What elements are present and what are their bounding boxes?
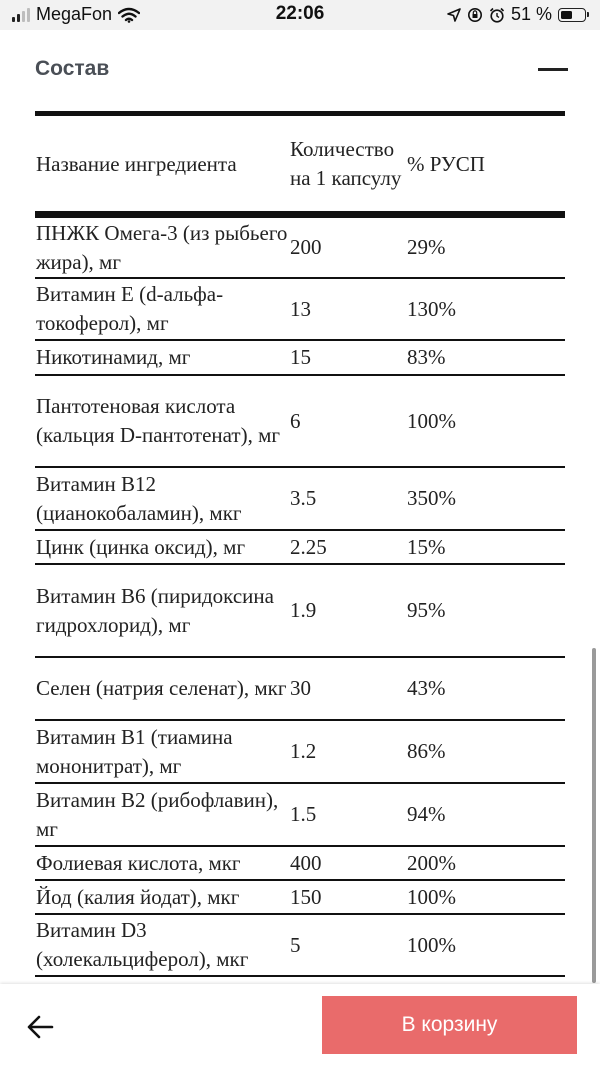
cell-percent: 200%	[407, 850, 456, 875]
cell-percent: 100%	[407, 884, 456, 909]
cell-ingredient: Цинк (цинка оксид), мг	[36, 534, 246, 559]
cell-percent: 86%	[407, 739, 446, 763]
alarm-icon	[489, 7, 505, 23]
table-header	[35, 111, 565, 218]
cell-amount: 200	[290, 235, 322, 259]
cell-percent: 100%	[407, 408, 456, 433]
arrow-left-icon	[22, 1009, 58, 1045]
back-button[interactable]	[22, 1009, 58, 1045]
battery-fill	[561, 11, 572, 19]
cell-percent: 29%	[407, 235, 446, 259]
table-row	[35, 784, 565, 847]
ingredients-table	[35, 111, 565, 977]
cell-amount: 15	[290, 345, 311, 369]
cell-percent: 100%	[407, 932, 456, 957]
cell-amount: 2.25	[290, 534, 327, 559]
cell-percent: 95%	[407, 598, 446, 622]
location-icon	[447, 8, 461, 22]
battery-icon	[558, 8, 586, 22]
header-percent: % РУСП	[407, 151, 485, 176]
status-bar	[0, 0, 600, 30]
collapse-minus-button[interactable]	[538, 58, 568, 80]
table-row	[35, 565, 565, 658]
cell-ingredient: Витамин B2 (рибофлавин), мг	[36, 787, 279, 841]
cell-amount: 30	[290, 676, 311, 700]
cell-ingredient: Витамин D3 (холекальциферол), мкг	[36, 918, 249, 971]
table-row	[35, 279, 565, 341]
cell-percent: 94%	[407, 802, 446, 826]
cell-amount: 1.9	[290, 598, 317, 622]
cell-amount: 1.5	[290, 802, 317, 826]
add-to-cart-button[interactable]: В корзину	[322, 996, 577, 1054]
cell-ingredient: Витамин B6 (пиридоксина гидрохлорид), мг	[36, 583, 274, 637]
cell-percent: 130%	[407, 296, 456, 321]
cell-amount: 13	[290, 296, 311, 321]
table-row	[35, 468, 565, 531]
header-ingredient-name: Название ингредиента	[36, 151, 237, 176]
cell-ingredient: Витамин B1 (тиамина мононитрат), мг	[36, 724, 233, 778]
cell-ingredient: Фолиевая кислота, мкг	[36, 850, 241, 875]
cell-ingredient: ПНЖК Омега-3 (из рыбьего жира), мг	[36, 220, 288, 274]
table-row	[35, 721, 565, 784]
table-row	[35, 915, 565, 977]
cell-amount: 3.5	[290, 486, 317, 510]
cell-ingredient: Витамин E (d-альфа-токоферол), мг	[36, 282, 224, 335]
table-row	[35, 658, 565, 721]
scroll-indicator[interactable]	[592, 648, 596, 983]
table-row	[35, 218, 565, 279]
bottom-bar	[0, 984, 600, 1066]
carrier-name: MegaFon	[36, 4, 113, 24]
cell-amount: 150	[290, 884, 322, 909]
lock-rotation-icon	[467, 7, 483, 23]
cell-percent: 350%	[407, 486, 456, 510]
table-row	[35, 531, 565, 565]
cell-percent: 83%	[407, 345, 446, 369]
cell-ingredient: Никотинамид, мг	[36, 345, 191, 369]
cell-percent: 15%	[407, 534, 446, 559]
cell-ingredient: Витамин B12 (цианокобаламин), мкг	[36, 471, 242, 525]
table-row	[35, 847, 565, 881]
cell-percent: 43%	[407, 676, 446, 700]
cell-amount: 6	[290, 408, 301, 433]
header-amount: Количество на 1 капсулу	[290, 137, 402, 190]
table-row	[35, 881, 565, 915]
cell-ingredient: Пантотеновая кислота (кальция D-пантотенат), мг	[36, 394, 280, 447]
status-time: 22:06	[275, 3, 325, 24]
cell-ingredient: Селен (натрия селенат), мкг	[36, 676, 287, 700]
section-title: Состав	[35, 57, 110, 80]
cell-ingredient: Йод (калия йодат), мкг	[36, 884, 240, 909]
status-right	[447, 4, 586, 25]
cell-amount: 1.2	[290, 739, 317, 763]
table-row	[35, 341, 565, 376]
table-row	[35, 376, 565, 468]
cell-amount: 5	[290, 932, 301, 957]
cell-amount: 400	[290, 850, 322, 875]
battery-percent: 51 %	[510, 4, 552, 24]
